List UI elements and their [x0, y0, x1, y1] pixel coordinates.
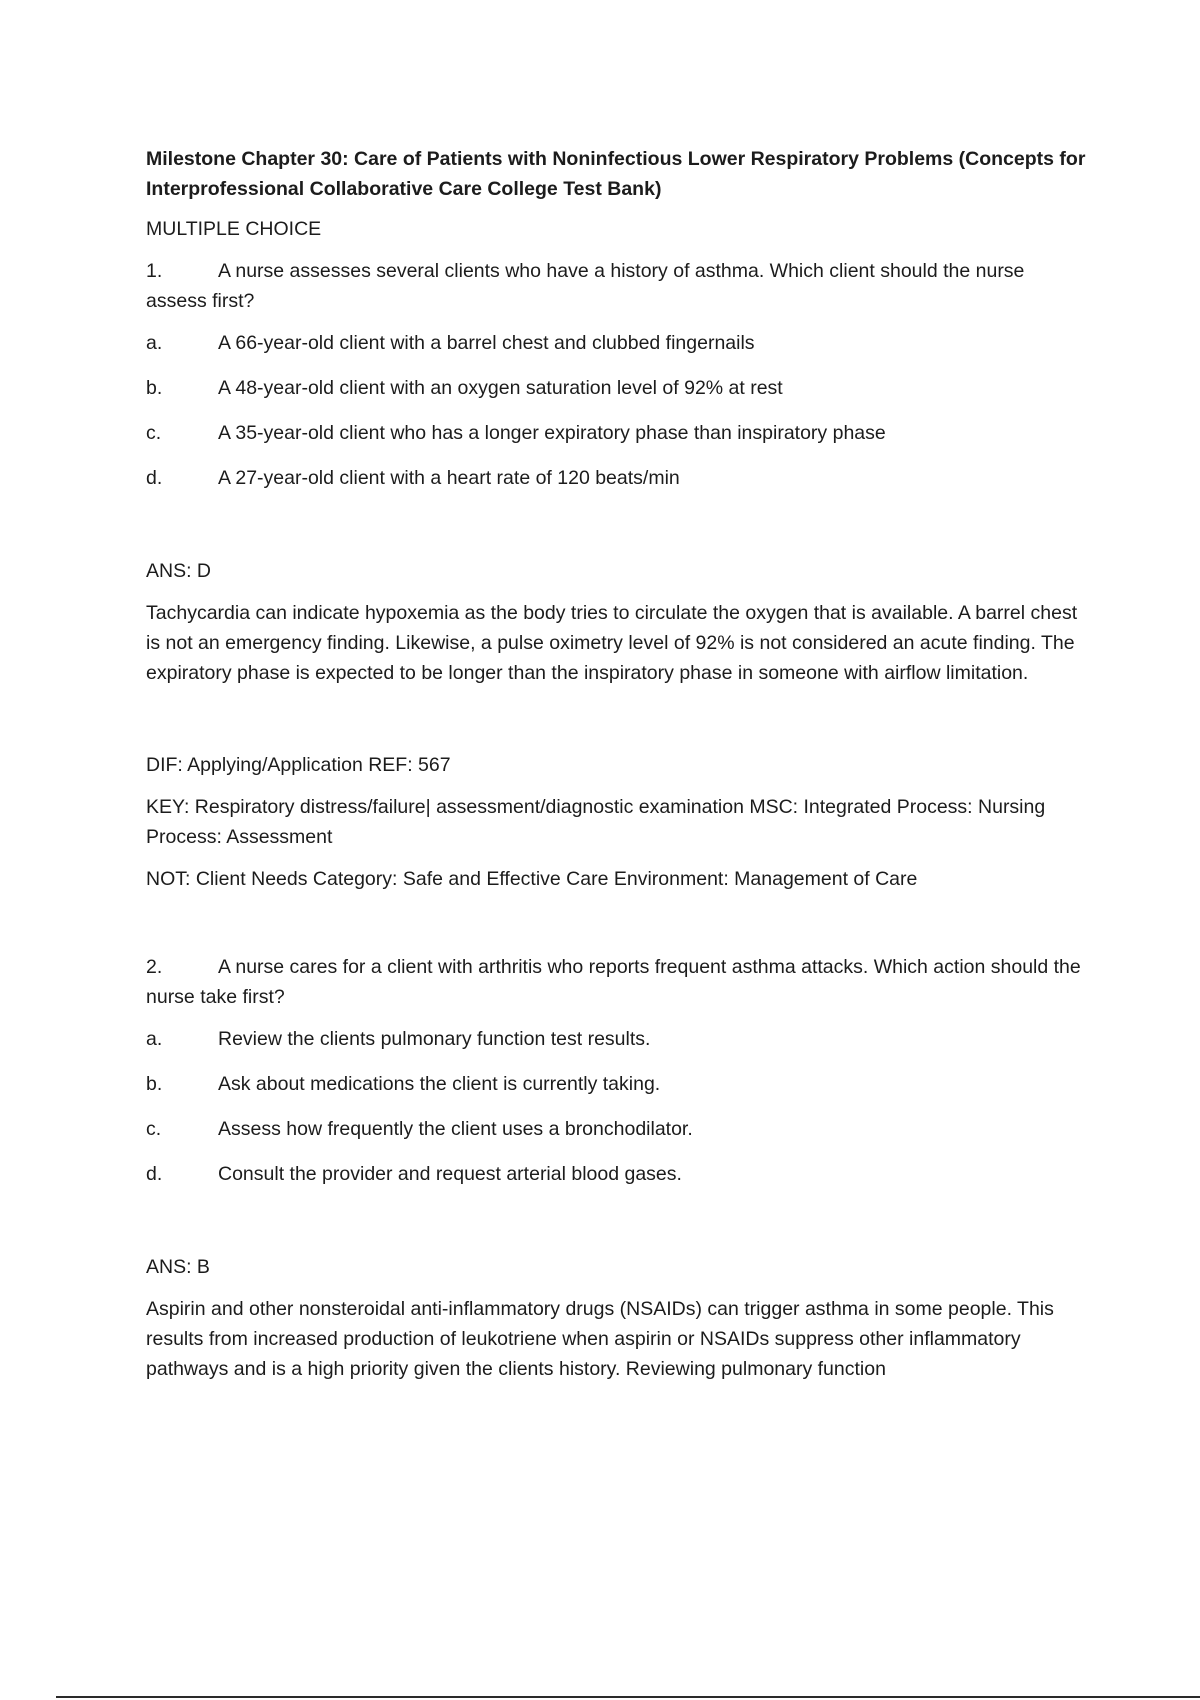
option-text: A 27-year-old client with a heart rate of 120 beats/min: [218, 467, 680, 489]
answer-label: ANS: B: [146, 1256, 210, 1278]
option-letter: a.: [146, 332, 163, 354]
footer-rule: [56, 1696, 1200, 1698]
option-d: [146, 463, 1086, 493]
section-label: MULTIPLE CHOICE: [146, 218, 322, 240]
option-letter: a.: [146, 1028, 163, 1050]
question-number: 2.: [146, 956, 163, 978]
option-b: [146, 373, 1086, 403]
document-page: [146, 144, 1086, 1384]
option-letter: d.: [146, 467, 163, 489]
option-c: [146, 1114, 1086, 1144]
option-text: A 35-year-old client who has a longer expiratory phase than inspiratory phase: [218, 422, 886, 444]
option-letter: c.: [146, 1118, 162, 1140]
option-b: [146, 1069, 1086, 1099]
question-1: [146, 256, 1086, 316]
option-letter: c.: [146, 422, 162, 444]
question-stem: A nurse assesses several clients who have a history of asthma. Which client should the nurse assess first?: [146, 260, 1025, 312]
question-2: [146, 952, 1086, 1012]
rationale: Tachycardia can indicate hypoxemia as the body tries to circulate the oxygen that is available. A barrel chest is not an emergency finding. Likewise, a pulse oximetry level of 92% is not considered an acute finding. The expiratory phase is expected to be longer than the inspiratory phase in someone with airflow limitation.: [146, 602, 1078, 684]
client-needs: NOT: Client Needs Category: Safe and Effective Care Environment: Management of Care: [146, 868, 918, 890]
option-letter: b.: [146, 377, 163, 399]
question-number: 1.: [146, 260, 163, 282]
option-text: Consult the provider and request arterial blood gases.: [218, 1163, 682, 1185]
option-text: Ask about medications the client is currently taking.: [218, 1073, 661, 1095]
option-text: A 66-year-old client with a barrel chest and clubbed fingernails: [218, 332, 755, 354]
option-text: Assess how frequently the client uses a bronchodilator.: [218, 1118, 693, 1140]
option-text: A 48-year-old client with an oxygen saturation level of 92% at rest: [218, 377, 783, 399]
option-a: [146, 1024, 1086, 1054]
option-text: Review the clients pulmonary function test results.: [218, 1028, 651, 1050]
option-letter: d.: [146, 1163, 163, 1185]
key-msc: KEY: Respiratory distress/failure| assessment/diagnostic examination MSC: Integrated Process: Nursing Process: Assessment: [146, 796, 1046, 848]
option-letter: b.: [146, 1073, 163, 1095]
question-stem: A nurse cares for a client with arthritis who reports frequent asthma attacks. Which action should the nurse take first?: [146, 956, 1081, 1008]
difficulty-ref: DIF: Applying/Application REF: 567: [146, 754, 451, 776]
option-a: [146, 328, 1086, 358]
option-d: [146, 1159, 1086, 1189]
option-c: [146, 418, 1086, 448]
rationale: Aspirin and other nonsteroidal anti-inflammatory drugs (NSAIDs) can trigger asthma in some people. This results from increased production of leukotriene when aspirin or NSAIDs suppress other inflammatory pathways and is a high priority given the clients history. Reviewing pulmonary function: [146, 1298, 1054, 1380]
answer-label: ANS: D: [146, 560, 212, 582]
chapter-title: Milestone Chapter 30: Care of Patients with Noninfectious Lower Respiratory Problems (Concepts for Interprofessional Collaborative Care College Test Bank): [146, 148, 1086, 200]
